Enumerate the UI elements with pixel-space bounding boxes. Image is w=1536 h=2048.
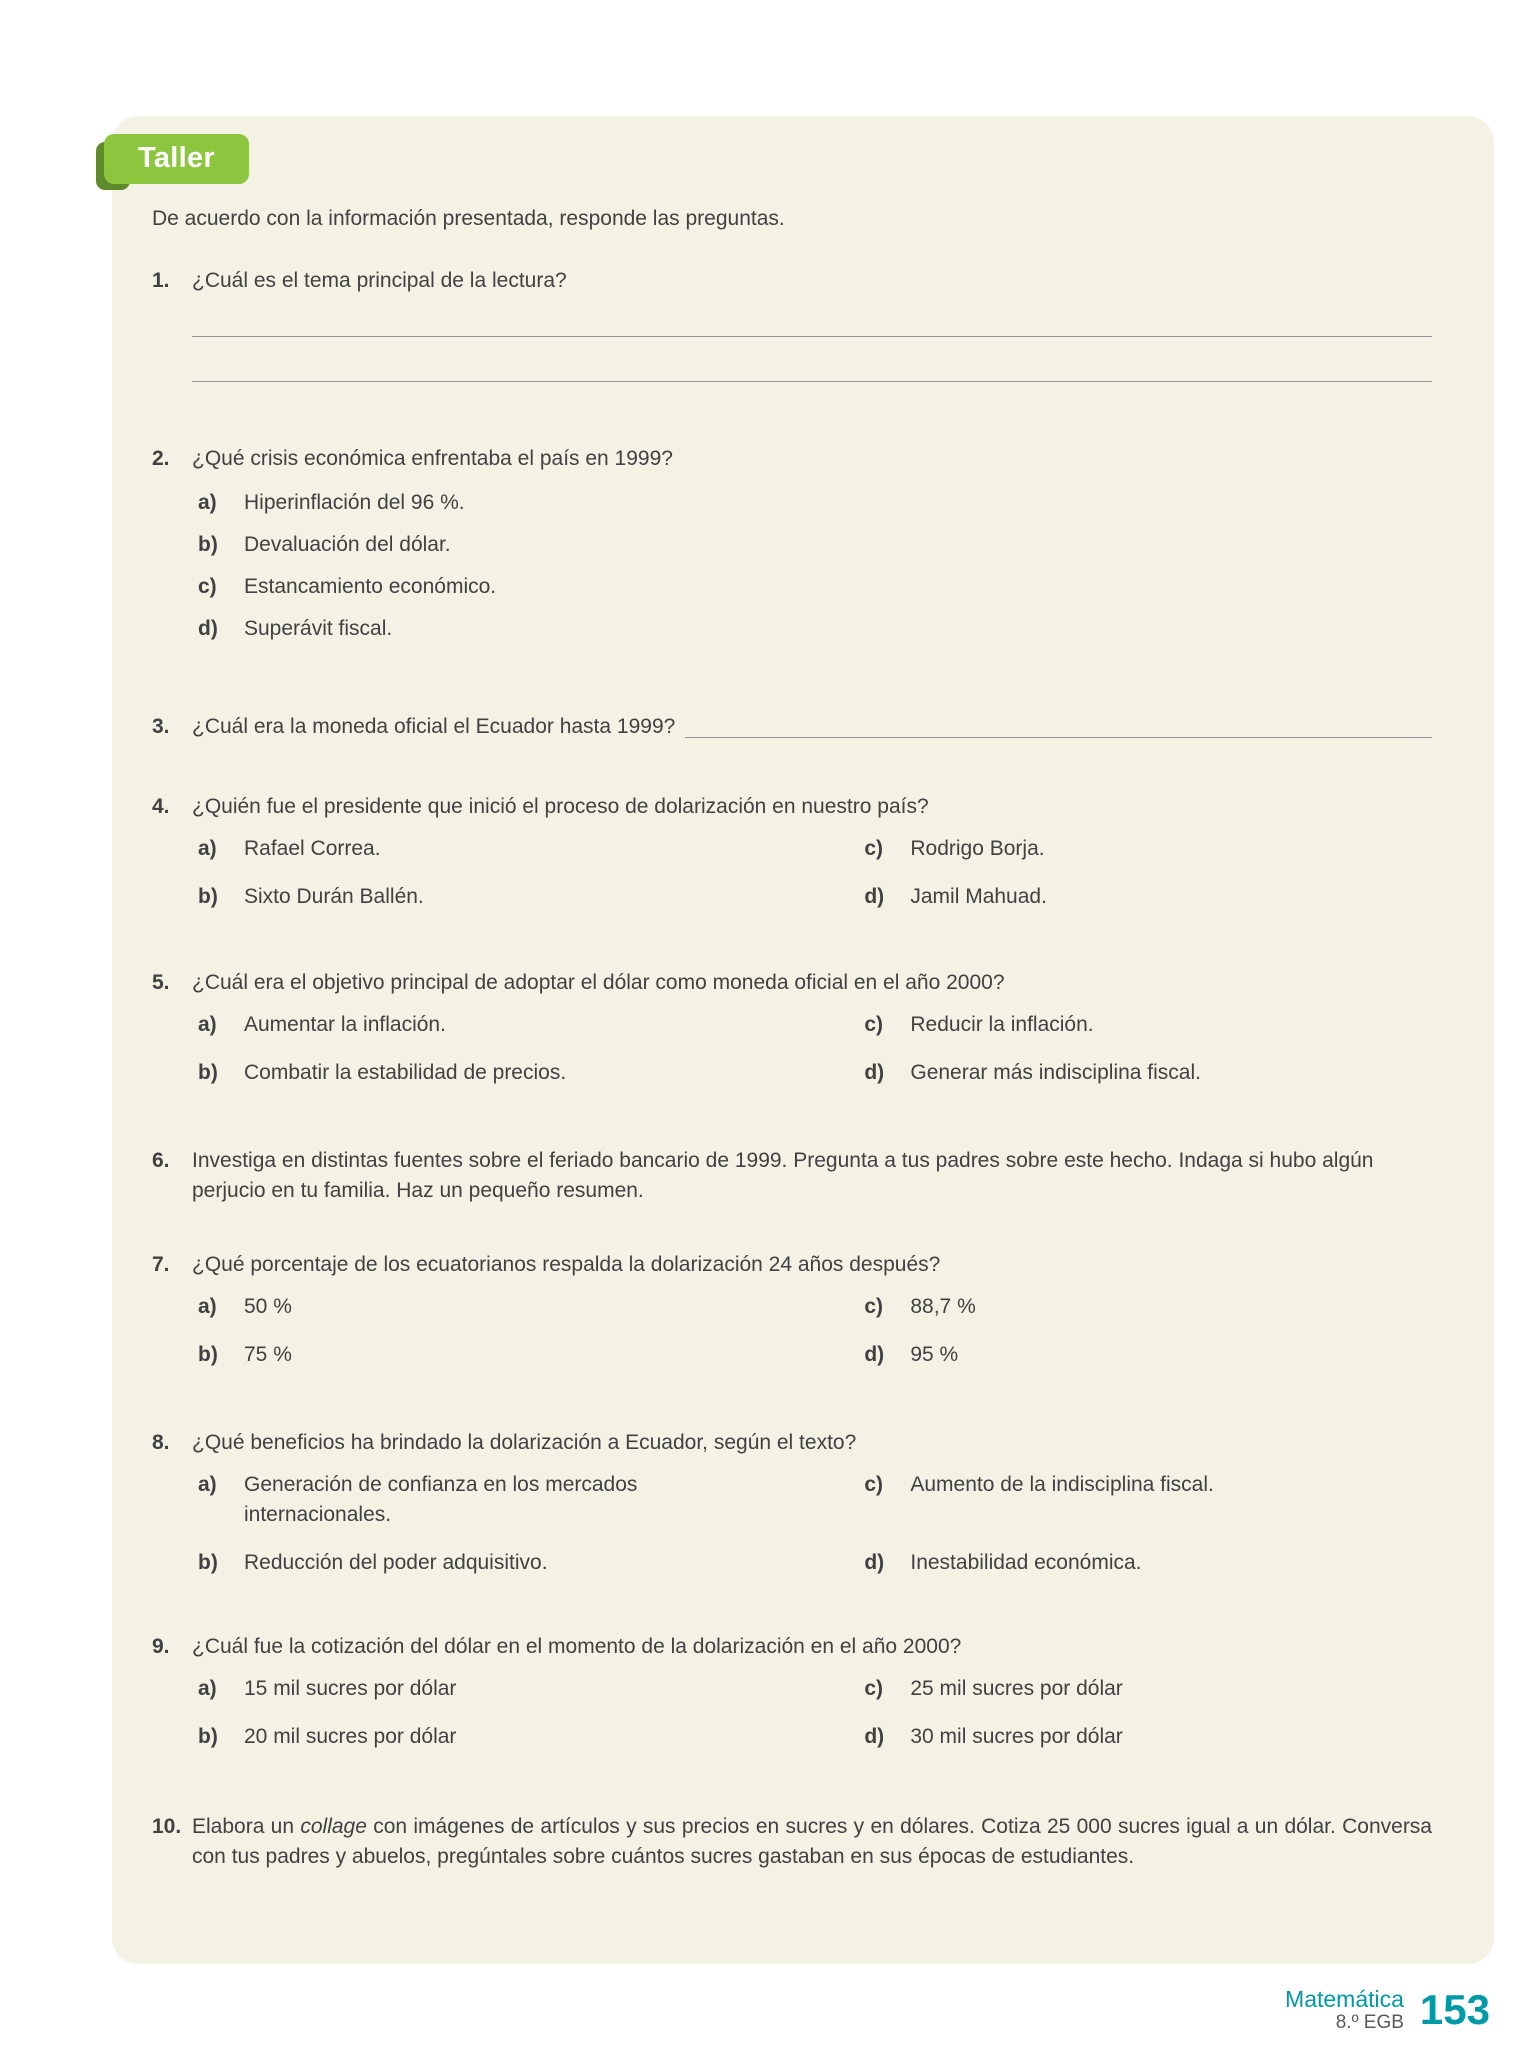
option-a bbox=[198, 488, 1432, 518]
option-text: Combatir la estabilidad de precios. bbox=[244, 1061, 567, 1084]
option-b bbox=[198, 530, 1432, 560]
tab-label: Taller bbox=[104, 134, 249, 184]
intro-text: De acuerdo con la información presentada, responde las preguntas. bbox=[152, 207, 785, 230]
option-text: Generar más indisciplina fiscal. bbox=[910, 1061, 1201, 1084]
option-letter: d) bbox=[198, 617, 218, 640]
question-body bbox=[192, 1146, 1432, 1206]
option-b bbox=[198, 1548, 864, 1578]
option-d bbox=[864, 1548, 1432, 1578]
option-letter: d) bbox=[864, 1061, 885, 1084]
question-number: 2. bbox=[152, 447, 170, 470]
option-text: Rafael Correa. bbox=[244, 837, 381, 860]
option-d bbox=[198, 614, 1432, 644]
option-letter: b) bbox=[198, 1061, 218, 1084]
question-6 bbox=[152, 1146, 1432, 1206]
option-letter: b) bbox=[198, 1725, 218, 1748]
options-grid bbox=[192, 1010, 1432, 1088]
question-text: ¿Cuál es el tema principal de la lectura? bbox=[192, 269, 567, 292]
option-text: Hiperinflación del 96 %. bbox=[244, 491, 465, 514]
question-number: 3. bbox=[152, 715, 170, 738]
option-d bbox=[864, 1340, 1432, 1370]
option-a bbox=[198, 1292, 864, 1322]
option-text: Aumento de la indisciplina fiscal. bbox=[910, 1473, 1214, 1496]
option-letter: a) bbox=[198, 1295, 217, 1318]
question-4 bbox=[152, 792, 1432, 912]
question-number: 7. bbox=[152, 1253, 170, 1276]
option-text: 25 mil sucres por dólar bbox=[910, 1677, 1123, 1700]
options-grid bbox=[192, 834, 1432, 912]
options-grid bbox=[192, 1292, 1432, 1370]
option-text: Reducción del poder adquisitivo. bbox=[244, 1551, 548, 1574]
option-text: 20 mil sucres por dólar bbox=[244, 1725, 457, 1748]
option-a bbox=[198, 834, 864, 864]
option-text: 75 % bbox=[244, 1343, 292, 1366]
option-letter: a) bbox=[198, 837, 217, 860]
taller-tab bbox=[96, 134, 316, 186]
subject-label: Matemática bbox=[1285, 1985, 1404, 2012]
option-letter: c) bbox=[864, 1473, 884, 1496]
option-letter: c) bbox=[198, 575, 217, 598]
option-a bbox=[198, 1674, 864, 1704]
option-a bbox=[198, 1470, 864, 1530]
question-text: Investiga en distintas fuentes sobre el feriado bancario de 1999. Pregunta a tus padres sobre este hecho. Indaga si hubo algún perjucio en tu familia. Haz un pequeño resumen. bbox=[192, 1149, 1374, 1202]
option-text: Rodrigo Borja. bbox=[910, 837, 1045, 860]
grade-label: 8.º EGB bbox=[1335, 2012, 1404, 2034]
option-letter: d) bbox=[864, 1725, 885, 1748]
option-text: 50 % bbox=[244, 1295, 292, 1318]
option-letter: b) bbox=[198, 533, 218, 556]
option-letter: a) bbox=[198, 1473, 217, 1496]
option-b bbox=[198, 1340, 864, 1370]
option-letter: d) bbox=[864, 1343, 885, 1366]
option-letter: b) bbox=[198, 885, 218, 908]
question-8 bbox=[152, 1428, 1432, 1578]
option-text: Aumentar la inflación. bbox=[244, 1013, 446, 1036]
option-letter: b) bbox=[198, 1551, 218, 1574]
option-text: 95 % bbox=[910, 1343, 959, 1366]
question-body bbox=[192, 712, 1432, 742]
question-text: ¿Quién fue el presidente que inició el proceso de dolarización en nuestro país? bbox=[192, 795, 929, 818]
option-letter: c) bbox=[864, 1013, 884, 1036]
option-letter: b) bbox=[198, 1343, 218, 1366]
option-c bbox=[864, 1674, 1432, 1704]
option-letter: c) bbox=[864, 837, 884, 860]
question-text: ¿Cuál era la moneda oficial el Ecuador hasta 1999? bbox=[192, 715, 676, 738]
page-number: 153 bbox=[1419, 1985, 1490, 2033]
question-number: 6. bbox=[152, 1149, 170, 1172]
question-9 bbox=[152, 1632, 1432, 1752]
page-footer bbox=[1285, 1986, 1490, 2034]
options-list bbox=[192, 488, 1432, 644]
question-text: ¿Qué beneficios ha brindado la dolarización a Ecuador, según el texto? bbox=[192, 1431, 857, 1454]
question-2 bbox=[152, 444, 1432, 656]
option-a bbox=[198, 1010, 864, 1040]
question-body bbox=[192, 1250, 1432, 1370]
question-number: 9. bbox=[152, 1635, 170, 1658]
question-1 bbox=[152, 266, 1432, 382]
option-c bbox=[864, 1470, 1432, 1530]
option-c bbox=[198, 572, 1432, 602]
option-letter: c) bbox=[864, 1295, 884, 1318]
option-letter: a) bbox=[198, 1013, 217, 1036]
question-body bbox=[192, 266, 1432, 382]
question-number: 1. bbox=[152, 269, 170, 292]
question-body bbox=[192, 1428, 1432, 1578]
option-text: Estancamiento económico. bbox=[244, 575, 497, 598]
question-number: 4. bbox=[152, 795, 170, 818]
question-text: ¿Qué crisis económica enfrentaba el país en 1999? bbox=[192, 447, 673, 470]
option-d bbox=[864, 1722, 1432, 1752]
option-text: Jamil Mahuad. bbox=[910, 885, 1047, 908]
answer-line bbox=[192, 381, 1432, 382]
option-text: 88,7 % bbox=[910, 1295, 976, 1318]
option-text: 15 mil sucres por dólar bbox=[244, 1677, 457, 1700]
option-d bbox=[864, 1058, 1432, 1088]
option-b bbox=[198, 1058, 864, 1088]
option-letter: a) bbox=[198, 491, 217, 514]
question-text: Elabora un collage con imágenes de artículos y sus precios en sucres y en dólares. Cotiza 25 000 sucres igual a un dólar. Conversa con tus padres y abuelos, pregúntales sobre cuántos sucres gastaban en sus épocas de estudiantes. bbox=[192, 1815, 1432, 1868]
question-body bbox=[192, 968, 1432, 1088]
option-c bbox=[864, 1010, 1432, 1040]
option-text: Reducir la inflación. bbox=[910, 1013, 1094, 1036]
option-letter: d) bbox=[864, 1551, 885, 1574]
answer-blank bbox=[685, 737, 1432, 738]
options-grid bbox=[192, 1470, 1432, 1578]
question-number: 8. bbox=[152, 1431, 170, 1454]
question-text: ¿Cuál era el objetivo principal de adoptar el dólar como moneda oficial en el año 2000? bbox=[192, 971, 1005, 994]
footer-meta bbox=[1285, 1986, 1404, 2034]
question-number: 5. bbox=[152, 971, 170, 994]
question-text: ¿Qué porcentaje de los ecuatorianos respalda la dolarización 24 años después? bbox=[192, 1253, 941, 1276]
option-c bbox=[864, 1292, 1432, 1322]
option-letter: c) bbox=[864, 1677, 884, 1700]
option-d bbox=[864, 882, 1432, 912]
question-7 bbox=[152, 1250, 1432, 1370]
question-3 bbox=[152, 712, 1432, 742]
option-text: Inestabilidad económica. bbox=[910, 1551, 1142, 1574]
question-number: 10. bbox=[152, 1815, 182, 1838]
option-text: Generación de confianza en los mercados internacionales. bbox=[244, 1473, 638, 1526]
option-letter: d) bbox=[864, 885, 885, 908]
question-body bbox=[192, 444, 1432, 656]
question-5 bbox=[152, 968, 1432, 1088]
option-b bbox=[198, 882, 864, 912]
question-text: ¿Cuál fue la cotización del dólar en el momento de la dolarización en el año 2000? bbox=[192, 1635, 962, 1658]
question-body bbox=[192, 1812, 1432, 1872]
question-body bbox=[192, 792, 1432, 912]
question-body bbox=[192, 1632, 1432, 1752]
options-grid bbox=[192, 1674, 1432, 1752]
option-c bbox=[864, 834, 1432, 864]
option-letter: a) bbox=[198, 1677, 217, 1700]
option-text: Sixto Durán Ballén. bbox=[244, 885, 424, 908]
option-text: Superávit fiscal. bbox=[244, 617, 393, 640]
answer-line bbox=[192, 336, 1432, 337]
option-text: Devaluación del dólar. bbox=[244, 533, 451, 556]
option-text: 30 mil sucres por dólar bbox=[910, 1725, 1123, 1748]
question-10 bbox=[152, 1812, 1432, 1872]
worksheet-panel bbox=[112, 116, 1494, 1964]
option-b bbox=[198, 1722, 864, 1752]
